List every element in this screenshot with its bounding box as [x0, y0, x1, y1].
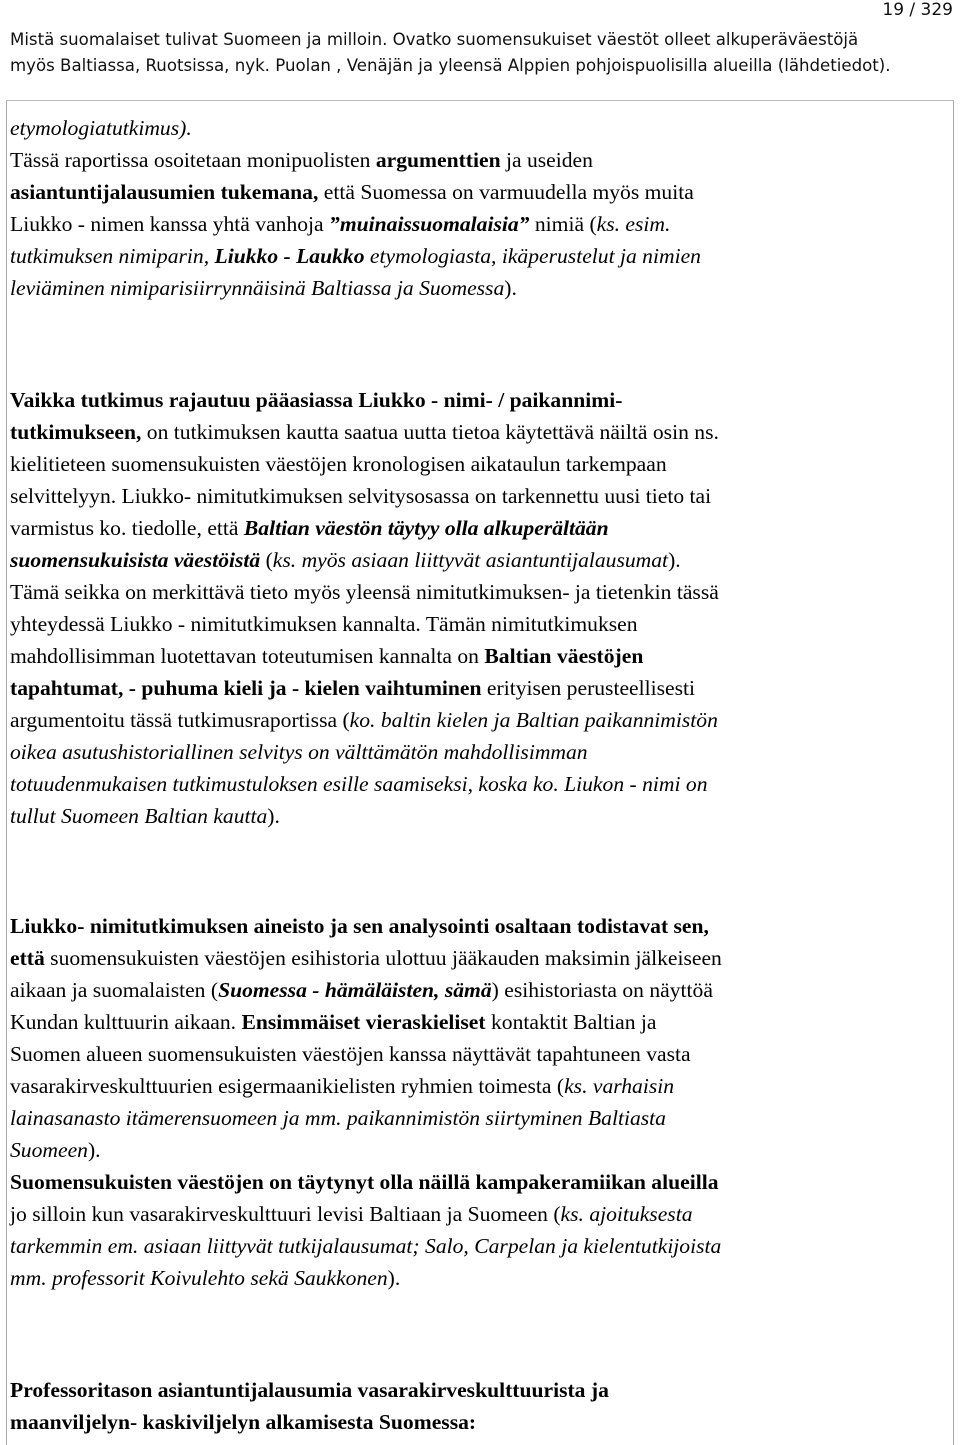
bold-text: Baltian väestöjen: [484, 644, 644, 668]
italic-text: lainasanasto itämerensuomeen ja mm. paikannimistön siirtyminen Baltiasta: [10, 1106, 666, 1130]
page-number: 19 / 329: [882, 0, 953, 20]
text-line: [10, 1198, 945, 1230]
text-line: [10, 512, 945, 544]
text-line: Suomen alueen suomensukuisten väestöjen kanssa näyttävät tapahtuneen vasta: [10, 1042, 691, 1066]
text-line: [10, 1134, 945, 1166]
text: ).: [267, 804, 280, 828]
italic-text: ks. myös asiaan liittyvät asiantuntijalausumat: [272, 548, 669, 572]
text-line: selvittelyyn. Liukko- nimitutkimuksen selvitysosassa on tarkennettu uusi tieto tai: [10, 484, 712, 508]
text: kontaktit Baltian ja: [485, 1010, 657, 1034]
text-line: [10, 112, 945, 144]
header-title-line-1: Mistä suomalaiset tulivat Suomeen ja milloin. Ovatko suomensukuiset väestöt olleet alkuperäväestöjä: [10, 30, 859, 49]
bold-text: asiantuntijalausumien tukemana,: [10, 180, 319, 204]
italic-text: tullut Suomeen Baltian kautta: [10, 804, 268, 828]
text-line: [10, 272, 945, 304]
bold-text: Professoritason asiantuntijalausumia vasarakirveskulttuurista ja: [10, 1378, 609, 1402]
italic-text: totuudenmukaisen tutkimustuloksen esille saamiseksi, koska ko. Liukon - nimi on: [10, 772, 708, 796]
text-line: [10, 208, 945, 240]
text-line: [10, 974, 945, 1006]
text-line: [10, 640, 945, 672]
italic-text: ko. baltin kielen ja Baltian paikannimistön: [349, 708, 718, 732]
paragraph-4-heading: [10, 1374, 945, 1438]
text: Tässä raportissa osoitetaan monipuolisten: [10, 148, 376, 172]
paragraph-3: [10, 910, 945, 1294]
italic-text: ks. ajoituksesta: [560, 1202, 693, 1226]
text: Kundan kulttuurin aikaan.: [10, 1010, 242, 1034]
text: argumentoitu tässä tutkimusraportissa (: [10, 708, 350, 732]
text: ).: [504, 276, 517, 300]
text-line: [10, 416, 945, 448]
text: suomensukuisten väestöjen esihistoria ulottuu jääkauden maksimin jälkeiseen: [44, 946, 722, 970]
text: aikaan ja suomalaisten (: [10, 978, 219, 1002]
paragraph-2: [10, 384, 945, 832]
text-line: [10, 544, 945, 576]
italic-text: tutkimuksen nimiparin,: [10, 244, 215, 268]
bold-italic-text: ”muinaissuomalaisia”: [329, 212, 530, 236]
italic-text: ks. varhaisin: [564, 1074, 675, 1098]
text: ja useiden: [500, 148, 593, 172]
text: (: [260, 548, 273, 572]
italic-text: Suomeen: [10, 1138, 88, 1162]
bold-text: Ensimmäiset vieraskieliset: [241, 1010, 486, 1034]
text-line: [10, 1070, 945, 1102]
text-line: [10, 910, 945, 942]
bold-text: maanviljelyn- kaskiviljelyn alkamisesta Suomessa:: [10, 1410, 477, 1434]
text-line: kielitieteen suomensukuisten väestöjen kronologisen aikataulun tarkempaan: [10, 452, 667, 476]
bold-text: tapahtumat, - puhuma kieli ja - kielen vaihtuminen: [10, 676, 482, 700]
text-line: [10, 672, 945, 704]
text: ).: [87, 1138, 101, 1162]
text-line: [10, 1230, 945, 1262]
text-line: [10, 768, 945, 800]
paragraph-1: [10, 112, 945, 304]
text-line: [10, 176, 945, 208]
bold-italic-text: Suomessa - hämäläisten, sämä: [218, 978, 492, 1002]
text-line: [10, 942, 945, 974]
bold-text: että: [10, 946, 45, 970]
italic-text: etymologiasta, ikäperustelut ja nimien: [364, 244, 701, 268]
text-line: Tämä seikka on merkittävä tieto myös yleensä nimitutkimuksen- ja tietenkin tässä: [10, 580, 719, 604]
italic-text: oikea asutushistoriallinen selvitys on välttämätön mahdollisimman: [10, 740, 588, 764]
bold-text: Vaikka tutkimus rajautuu pääasiassa Liukko - nimi- / paikannimi-: [10, 388, 623, 412]
text-line: [10, 240, 945, 272]
text: vasarakirveskulttuurien esigermaanikielisten ryhmien toimesta (: [10, 1074, 565, 1098]
italic-text: tarkemmin em. asiaan liittyvät tutkijalausumat; Salo, Carpelan ja kielentutkijoista: [10, 1234, 722, 1258]
bold-text: Suomensukuisten väestöjen on täytynyt olla näillä kampakeramiikan alueilla: [10, 1170, 719, 1194]
text-line: [10, 1406, 945, 1438]
text: että Suomessa on varmuudella myös muita: [318, 180, 694, 204]
text: ).: [387, 1266, 401, 1290]
text-line: [10, 1102, 945, 1134]
text-line: [10, 1262, 945, 1294]
text-line: [10, 1006, 945, 1038]
text: mahdollisimman luotettavan toteutumisen kannalta on: [10, 644, 485, 668]
text: on tutkimuksen kautta saatua uutta tietoa käytettävä näiltä osin ns.: [141, 420, 719, 444]
bold-italic-text: Baltian väestön täytyy olla alkuperältään: [243, 516, 609, 540]
text-line: [10, 1374, 945, 1406]
text: varmistus ko. tiedolle, että: [10, 516, 244, 540]
bold-text: tutkimukseen,: [10, 420, 142, 444]
text-line: [10, 800, 945, 832]
text-line: yhteydessä Liukko - nimitutkimuksen kannalta. Tämän nimitutkimuksen: [10, 612, 638, 636]
header-title-line-2: myös Baltiassa, Ruotsissa, nyk. Puolan , Venäjän ja yleensä Alppien pohjoispuolisilla alueilla (lähdetiedot).: [10, 56, 891, 75]
text: jo silloin kun vasarakirveskulttuuri levisi Baltiaan ja Suomeen (: [10, 1202, 561, 1226]
text-line: [10, 384, 945, 416]
bold-text: Liukko- nimitutkimuksen aineisto ja sen analysointi osaltaan todistavat sen,: [10, 914, 709, 938]
bold-italic-text: suomensukuisista väestöistä: [10, 548, 261, 572]
italic-text: ks. esim.: [596, 212, 671, 236]
italic-text: mm. professorit Koivulehto sekä Saukkonen: [10, 1266, 388, 1290]
text: nimiä (: [529, 212, 597, 236]
italic-text: etymologiatutkimus).: [10, 116, 192, 140]
text-line: [10, 704, 945, 736]
text-line: [10, 144, 945, 176]
text-line: [10, 1166, 945, 1198]
bold-italic-text: Liukko - Laukko: [214, 244, 365, 268]
bold-text: argumenttien: [375, 148, 501, 172]
text-line: [10, 736, 945, 768]
text: Liukko - nimen kanssa yhtä vanhoja: [10, 212, 330, 236]
text: ).: [668, 548, 681, 572]
italic-text: leviäminen nimiparisiirrynnäisinä Baltiassa ja Suomessa: [10, 276, 505, 300]
text: ) esihistoriasta on näyttöä: [491, 978, 713, 1002]
text: erityisen perusteellisesti: [481, 676, 696, 700]
